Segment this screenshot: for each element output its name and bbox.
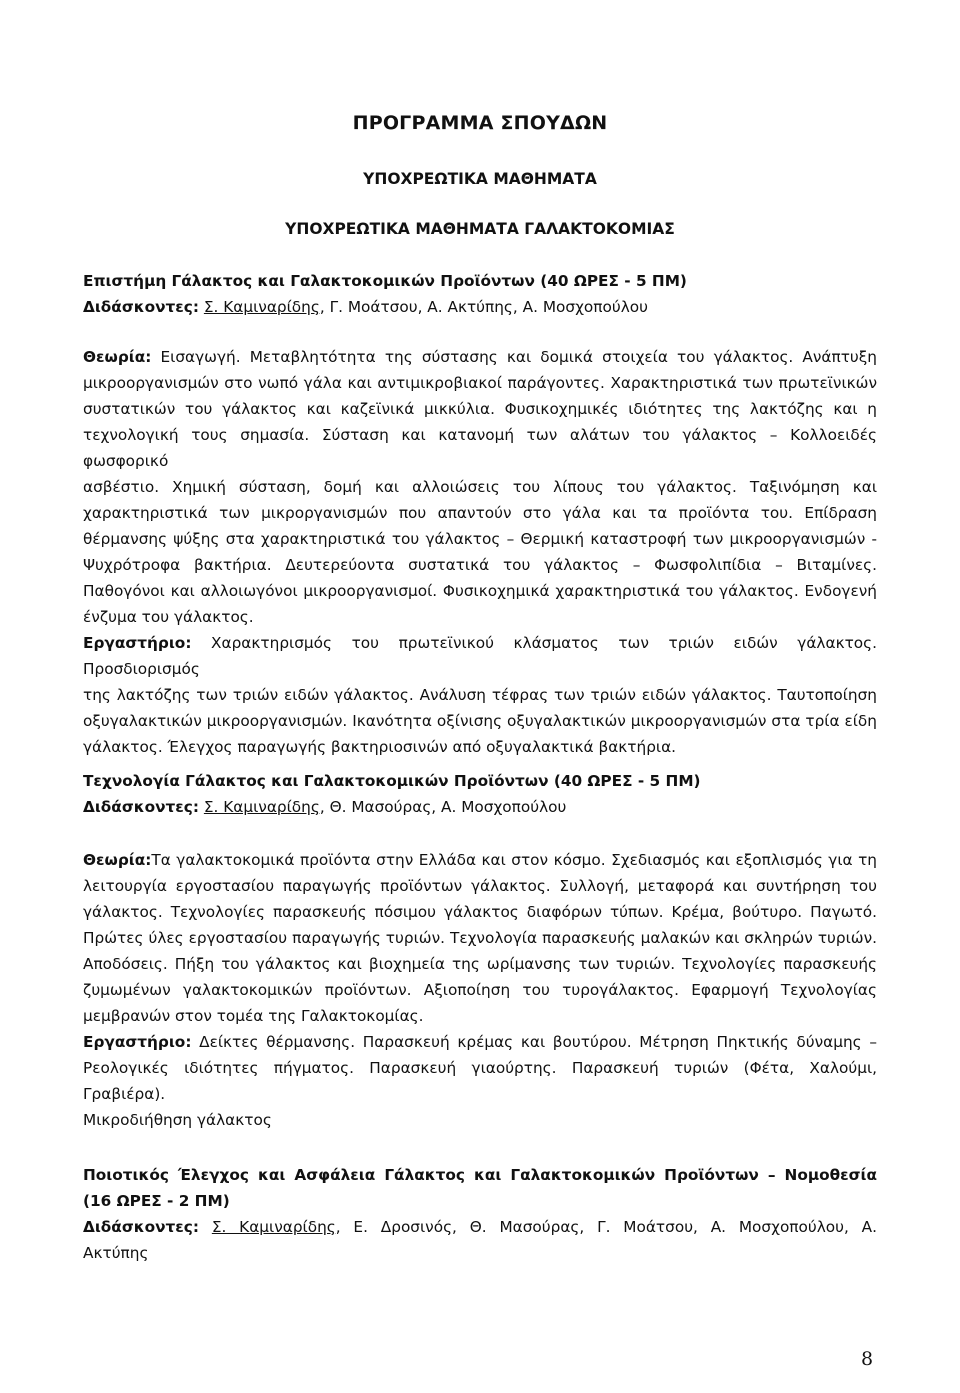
teachers-rest: , Γ. Μοάτσου, Α. Ακτύπης, Α. Μοσχοπούλου	[319, 298, 648, 316]
course-2-teachers	[83, 794, 877, 820]
course-1	[83, 268, 877, 320]
teachers-label: Διδάσκοντες:	[83, 798, 199, 816]
lab-label: Εργαστήριο:	[83, 1033, 192, 1051]
lab-line: της λακτόζης των τριών ειδών γάλακτος. Ανάλυση τέφρας των τριών ειδών γάλακτος. Ταυτοποίηση	[83, 686, 877, 704]
theory-line: ένζυμα του γάλακτος.	[83, 608, 254, 626]
lab-line: οξυγαλακτικών μικροοργανισμών. Ικανότητα οξίνισης οξυγαλακτικών μικροοργανισμών στα τρία είδη	[83, 712, 877, 730]
theory-line: ζυμωμένων γαλακτοκομικών προϊόντων. Αξιοποίηση του τυρογάλακτος. Εφαρμογή Τεχνολογίας	[83, 981, 877, 999]
teachers-rest: , Θ. Μασούρας, Α. Μοσχοπούλου	[319, 798, 567, 816]
course-3-teachers	[83, 1214, 877, 1240]
theory-line: μεμβρανών στον τομέα της Γαλακτοκομίας.	[83, 1007, 424, 1025]
course-3-heading: Ποιοτικός Έλεγχος και Ασφάλεια Γάλακτος και Γαλακτοκομικών Προϊόντων – Νομοθεσία	[83, 1166, 877, 1184]
course-2-theory	[83, 847, 877, 1133]
theory-line: ασβέστιο. Χημική σύσταση, δομή και αλλοιώσεις του λίπους του γάλακτος. Ταξινόμηση και	[83, 478, 877, 496]
teacher-main: Σ. Καμιναρίδης	[203, 798, 320, 816]
theory-line: γάλακτος. Τεχνολογίες παρασκευής πόσιμου γάλακτος διαφόρων τύπων. Κρέμα, βούτυρο. Παγωτό.	[83, 903, 877, 921]
course-1-teachers	[83, 294, 877, 320]
page-number: 8	[861, 1348, 874, 1370]
theory-line: χαρακτηριστικά των μικροργανισμών που απαντούν στο γάλα και τα προϊόντα του. Επίδραση	[83, 504, 877, 522]
teacher-main: Σ. Καμιναρίδης	[211, 1218, 336, 1236]
lab-text: Δείκτες θέρμανσης. Παρασκευή κρέμας και βουτύρου. Μέτρηση Πηκτικής δύναμης –	[191, 1033, 877, 1051]
theory-line: θέρμανσης ψύξης στα χαρακτηριστικά του γάλακτος – Θερμική καταστροφή των μικροοργανισμών -	[83, 530, 877, 548]
page-title: ΠΡΟΓΡΑΜΜΑ ΣΠΟΥΔΩΝ	[352, 112, 608, 134]
section-subtitle: ΥΠΟΧΡΕΩΤΙΚΑ ΜΑΘΗΜΑΤΑ	[363, 170, 597, 188]
lab-line	[83, 630, 877, 682]
lab-line: Μικροδιήθηση γάλακτος	[83, 1111, 272, 1129]
section-subtitle-dairy: ΥΠΟΧΡΕΩΤΙΚΑ ΜΑΘΗΜΑΤΑ ΓΑΛΑΚΤΟΚΟΜΙΑΣ	[285, 220, 675, 238]
theory-line	[83, 344, 877, 370]
theory-line	[83, 847, 877, 873]
course-3-heading-hours: (16 ΩΡΕΣ - 2 ΠΜ)	[83, 1192, 230, 1210]
lab-line	[83, 1029, 877, 1055]
theory-line: συστατικών του γάλακτος και καζεϊνικά μικκύλια. Φυσικοχημικές ιδιότητες της λακτόζης και η	[83, 400, 877, 418]
teachers-label: Διδάσκοντες:	[83, 1218, 199, 1236]
teachers-label: Διδάσκοντες:	[83, 298, 199, 316]
theory-text: Εισαγωγή. Μεταβλητότητα της σύστασης και δομικά στοιχεία του γάλακτος. Ανάπτυξη	[151, 348, 877, 366]
lab-line: Ρεολογικές ιδιότητες πήγματος. Παρασκευή γιαούρτης. Παρασκευή τυριών (Φέτα, Χαλούμι, Γραβιέρα).	[83, 1059, 877, 1103]
theory-line: τεχνολογική τους σημασία. Σύσταση και κατανομή των αλάτων του γάλακτος – Κολλοειδές φωσφορικό	[83, 426, 877, 470]
course-3-teachers-cont: Ακτύπης	[83, 1244, 149, 1262]
course-3	[83, 1162, 877, 1266]
course-1-heading: Επιστήμη Γάλακτος και Γαλακτοκομικών Προϊόντων (40 ΩΡΕΣ - 5 ΠΜ)	[83, 272, 687, 290]
course-2-heading: Τεχνολογία Γάλακτος και Γαλακτοκομικών Προϊόντων (40 ΩΡΕΣ - 5 ΠΜ)	[83, 772, 701, 790]
theory-text: Τα γαλακτοκομικά προϊόντα στην Ελλάδα και στον κόσμο. Σχεδιασμός και εξοπλισμός για τη	[151, 851, 877, 869]
theory-line: Αποδόσεις. Πήξη του γάλακτος και βιοχημεία της ωρίμανσης των τυριών. Τεχνολογίες παρασκευής	[83, 955, 877, 973]
theory-label: Θεωρία:	[83, 348, 152, 366]
theory-label: Θεωρία:	[83, 851, 152, 869]
teachers-rest: , Ε. Δροσινός, Θ. Μασούρας, Γ. Μοάτσου, Α. Μοσχοπούλου, Α.	[335, 1218, 877, 1236]
course-2	[83, 768, 877, 820]
course-1-theory	[83, 344, 877, 760]
theory-line: μικροοργανισμών στο νωπό γάλα και αντιμικροβιακοί παράγοντες. Χαρακτηριστικά των πρωτεϊνικών	[83, 374, 877, 392]
lab-line: γάλακτος. Έλεγχος παραγωγής βακτηριοσινών από οξυγαλακτικά βακτήρια.	[83, 738, 677, 756]
teacher-main: Σ. Καμιναρίδης	[203, 298, 320, 316]
lab-label: Εργαστήριο:	[83, 634, 192, 652]
theory-line: Παθογόνοι και αλλοιωγόνοι μικροοργανισμοί. Φυσικοχημικά χαρακτηριστικά του γάλακτος. Ενδογενή	[83, 582, 877, 600]
theory-line: λειτουργία εργοστασίου παραγωγής προϊόντων γάλακτος. Συλλογή, μεταφορά και συντήρηση του	[83, 877, 877, 895]
theory-line: Ψυχρότροφα βακτήρια. Δευτερεύοντα συστατικά του γάλακτος – Φωσφολιπίδια – Βιταμίνες.	[83, 556, 877, 574]
theory-line: Πρώτες ύλες εργοστασίου παραγωγής τυριών. Τεχνολογία παρασκευής μαλακών και σκληρών τυριών.	[83, 929, 877, 947]
lab-text: Χαρακτηρισμός του πρωτεϊνικού κλάσματος των τριών ειδών γάλακτος. Προσδιορισμός	[83, 634, 877, 678]
